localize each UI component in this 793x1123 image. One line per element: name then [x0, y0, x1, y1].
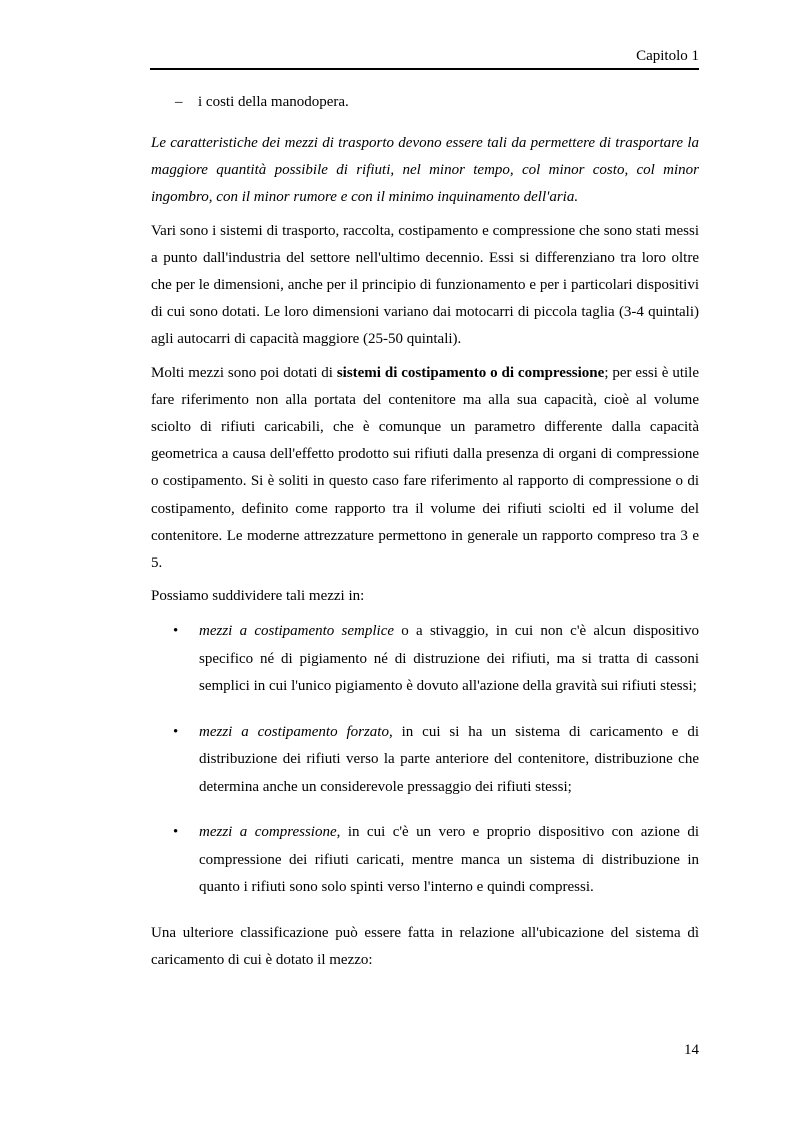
- list-item-term: mezzi a costipamento semplice: [199, 623, 395, 640]
- paragraph-compression-systems: [151, 360, 699, 578]
- header-divider: [150, 68, 699, 70]
- list-item: [151, 819, 699, 902]
- bullet-marker: •: [173, 623, 179, 640]
- paragraph-2-lead: Molti mezzi sono poi dotati di: [151, 364, 337, 381]
- paragraph-transport-systems: Vari sono i sistemi di trasporto, raccolta, costipamento e compressione che sono stati messi a punto dall'industria del settore nell'ultimo decennio. Essi si differenziano tra loro oltre che per le dimensioni, anche per il principio di funzionamento e per i particolari dispositivi di cui sono dotati. Le loro dimensioni variano dai motocarri di piccola taglia (3-4 quintali) agli autocarri di capacità maggiore (25-50 quintali).: [151, 222, 699, 348]
- bullet-list: [151, 618, 699, 902]
- italic-paragraph: Le caratteristiche dei mezzi di trasporto devono essere tali da permettere di trasportare la maggiore quantità possibile di rifiuti, nel minor tempo, col minor costo, col minor ingombro, con il minor rumore e con il minimo inquinamento dell'aria.: [151, 135, 699, 206]
- list-item: [151, 719, 699, 802]
- list-item-text: o a stivaggio, in cui non c'è alcun dispositivo specifico né di pigiamento né di distruzione dei rifiuti, ma si tratta di cassoni semplici in cui l'unico pigiamento è dovuto all'azione della gravità sui rifiuti stessi;: [199, 623, 699, 695]
- dash-list-item: [151, 88, 699, 116]
- chapter-header: Capitolo 1: [636, 48, 699, 64]
- paragraph-subdivision: Possiamo suddividere tali mezzi in:: [151, 588, 365, 605]
- list-item-term: mezzi a costipamento forzato: [199, 723, 389, 740]
- dash-marker: –: [175, 94, 183, 110]
- list-item-text: , in cui c'è un vero e proprio dispositivo con azione di compressione dei rifiuti caricati, mentre manca un sistema di distribuzione in quanto i rifiuti sono solo spinti verso l'interno e quindi compressi.: [199, 824, 699, 896]
- page-number: 14: [684, 1042, 699, 1058]
- paragraph-2-rest: ; per essi è utile fare riferimento non alla portata del contenitore ma alla sua capacità, cioè al volume sciolto di rifiuti caricabili, che è comunque un parametro differente dalla capacità geometrica a causa dell'effetto prodotto sui rifiuti dalla presenza di organi di compressione o costipamento. Si è soliti in questo caso fare riferimento al rapporto di compressione o di costipamento, definito come rapporto tra il volume dei rifiuti sciolti ed il volume del contenitore. Le moderne attrezzature permettono in generale un rapporto compreso tra 3 e 5.: [151, 364, 700, 572]
- list-item-text: , in cui si ha un sistema di caricamento e di distribuzione dei rifiuti verso la parte anteriore del contenitore, distribuzione che determina anche un considerevole pressaggio dei rifiuti stessi;: [199, 723, 699, 795]
- page-body: [151, 88, 699, 980]
- paragraph-classification: Una ulteriore classificazione può essere fatta in relazione all'ubicazione del sistema dì caricamento di cui è dotato il mezzo:: [151, 924, 699, 969]
- bullet-marker: •: [173, 723, 179, 740]
- dash-item-text: i costi della manodopera.: [198, 94, 349, 110]
- bullet-marker: •: [173, 824, 179, 841]
- list-item-term: mezzi a compressione: [199, 824, 337, 841]
- bold-term: sistemi di costipamento o di compressione: [336, 364, 605, 381]
- list-item: [151, 618, 699, 701]
